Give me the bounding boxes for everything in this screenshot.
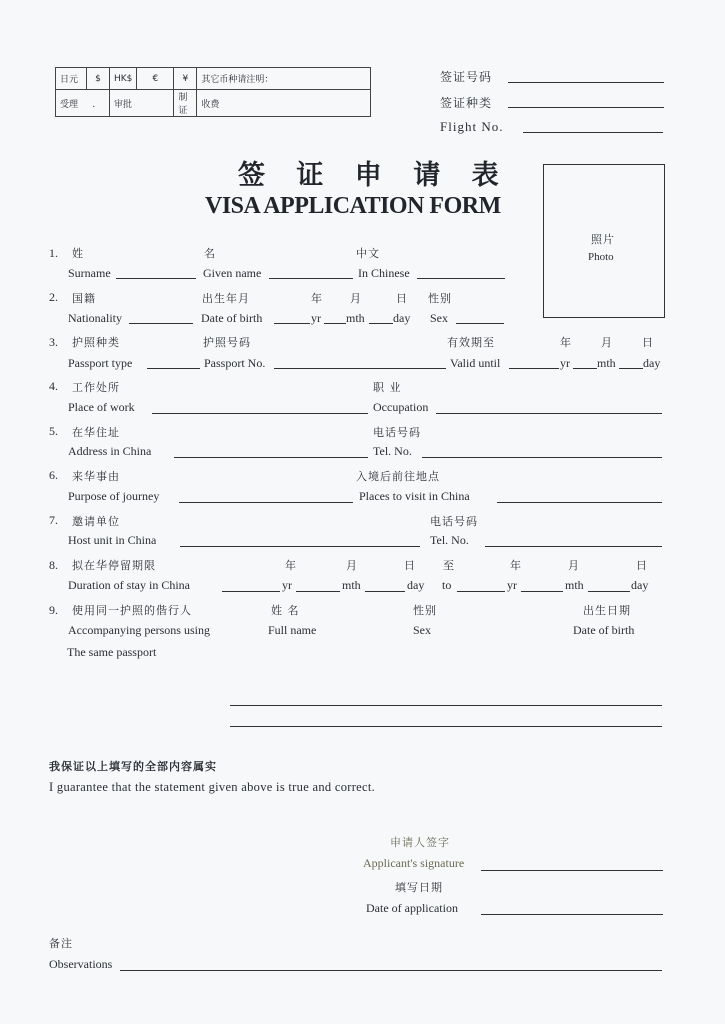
surname-label-cn: 姓 [72, 247, 84, 260]
year-label-cn: 年 [311, 292, 323, 305]
fee-cell: $ [87, 68, 110, 90]
fee-cell: 日元 [56, 68, 87, 90]
full-name-label-cn: 姓 名 [271, 604, 300, 617]
sex-field[interactable] [456, 323, 504, 324]
title-en: VISA APPLICATION FORM [205, 193, 501, 219]
yr-label: yr [507, 578, 517, 592]
observations-field[interactable] [120, 970, 662, 971]
host-label-cn: 邀请单位 [72, 515, 120, 528]
fee-table [55, 67, 371, 117]
day-label: day [631, 578, 649, 592]
dob-label-cn: 出生日期 [583, 604, 631, 617]
item-number: 5. [49, 424, 58, 438]
observations-label-cn: 备注 [49, 937, 73, 950]
stay-from-day-field[interactable] [365, 591, 405, 592]
given-name-label-cn: 名 [204, 247, 216, 260]
address-label: Address in China [68, 444, 152, 458]
month-label-cn: 月 [350, 292, 362, 305]
mth-label: mth [565, 578, 584, 592]
day-label-cn: 日 [404, 559, 416, 572]
fee-cell: 收费 [197, 90, 371, 117]
surname-label: Surname [68, 266, 111, 280]
year-label-cn: 年 [560, 336, 572, 349]
photo-label-cn: 照片 [591, 233, 615, 246]
nationality-field[interactable] [129, 323, 193, 324]
occupation-label: Occupation [373, 400, 429, 414]
purpose-label-cn: 来华事由 [72, 470, 120, 483]
valid-until-label: Valid until [450, 356, 501, 370]
workplace-label: Place of work [68, 400, 135, 414]
chinese-name-label: In Chinese [358, 266, 410, 280]
sex-label-cn: 性别 [413, 604, 437, 617]
sex-label: Sex [430, 311, 448, 325]
passport-no-field[interactable] [274, 368, 446, 369]
host-tel-field[interactable] [485, 546, 662, 547]
host-field[interactable] [180, 546, 420, 547]
accompanying-label-cn: 使用同一护照的偕行人 [72, 604, 192, 617]
signature-label-cn: 申请人签字 [390, 836, 450, 849]
tel-label: Tel. No. [373, 444, 412, 458]
tel-label-cn: 电话号码 [373, 426, 421, 439]
dob-day-field[interactable] [369, 323, 393, 324]
guarantee-en: I guarantee that the statement given above is true and correct. [49, 780, 376, 794]
sex-label: Sex [413, 623, 431, 637]
signature-label: Applicant's signature [363, 856, 465, 870]
fee-cell: 制证 [174, 90, 197, 117]
stay-from-year-field[interactable] [222, 591, 280, 592]
places-field[interactable] [497, 502, 662, 503]
dob-label: Date of birth [201, 311, 263, 325]
item-number: 8. [49, 558, 58, 572]
dob-year-field[interactable] [274, 323, 310, 324]
accompanying-person-field[interactable] [230, 726, 662, 727]
title-cn: 签 证 申 请 表 [238, 160, 510, 191]
purpose-label: Purpose of journey [68, 489, 160, 503]
visa-type-field[interactable] [508, 107, 664, 108]
observations-label: Observations [49, 957, 113, 971]
mth-label: mth [597, 356, 616, 370]
passport-type-label-cn: 护照种类 [72, 336, 120, 349]
visa-no-label: 签证号码 [440, 70, 493, 84]
occupation-field[interactable] [436, 413, 662, 414]
nationality-label-cn: 国籍 [72, 292, 96, 305]
tel-field[interactable] [422, 457, 662, 458]
photo-box[interactable] [543, 164, 665, 318]
fee-cell: 受理 . [56, 90, 110, 117]
date-label-cn: 填写日期 [395, 881, 443, 894]
stay-to-day-field[interactable] [588, 591, 630, 592]
mth-label: mth [346, 311, 365, 325]
occupation-label-cn: 职 业 [373, 381, 402, 394]
item-number: 1. [49, 246, 58, 260]
fee-cell: 审批 [110, 90, 174, 117]
surname-field[interactable] [116, 278, 196, 279]
passport-type-label: Passport type [68, 356, 133, 370]
flight-no-field[interactable] [523, 132, 663, 133]
host-tel-label-cn: 电话号码 [430, 515, 478, 528]
date-field[interactable] [481, 914, 663, 915]
workplace-label-cn: 工作处所 [72, 381, 120, 394]
day-label: day [643, 356, 661, 370]
year-label-cn: 年 [510, 559, 522, 572]
given-name-label: Given name [203, 266, 262, 280]
item-number: 2. [49, 290, 58, 304]
host-label: Host unit in China [68, 533, 157, 547]
fee-cell: 其它币种请注明： [197, 68, 371, 90]
item-number: 3. [49, 335, 58, 349]
guarantee-cn: 我保证以上填写的全部内容属实 [49, 760, 217, 773]
flight-no-label: Flight No. [440, 119, 504, 134]
sex-label-cn: 性别 [428, 292, 452, 305]
dob-label: Date of birth [573, 623, 635, 637]
day-label-cn: 日 [636, 559, 648, 572]
day-label: day [407, 578, 425, 592]
valid-year-field[interactable] [509, 368, 559, 369]
host-tel-label: Tel. No. [430, 533, 469, 547]
chinese-name-field[interactable] [417, 278, 505, 279]
day-label-cn: 日 [396, 292, 408, 305]
item-number: 7. [49, 513, 58, 527]
year-label-cn: 年 [285, 559, 297, 572]
stay-from-month-field[interactable] [296, 591, 340, 592]
places-label: Places to visit in China [359, 489, 470, 503]
passport-no-label-cn: 护照号码 [203, 336, 251, 349]
accompanying-label: Accompanying persons using [68, 623, 210, 637]
fee-cell: ¥ [174, 68, 197, 90]
chinese-name-label-cn: 中文 [356, 247, 380, 260]
stay-label-cn: 拟在华停留期限 [72, 559, 156, 572]
dob-label-cn: 出生年月 [202, 292, 250, 305]
yr-label: yr [560, 356, 570, 370]
fee-cell: € [137, 68, 174, 90]
stay-to-year-field[interactable] [457, 591, 505, 592]
month-label-cn: 月 [568, 559, 580, 572]
item-number: 6. [49, 468, 58, 482]
signature-field[interactable] [481, 870, 663, 871]
yr-label: yr [282, 578, 292, 592]
stay-label: Duration of stay in China [68, 578, 190, 592]
fee-cell: HK$ [110, 68, 137, 90]
to-label-cn: 至 [443, 559, 455, 572]
full-name-label: Full name [268, 623, 317, 637]
visa-type-label: 签证种类 [440, 96, 493, 110]
passport-type-field[interactable] [147, 368, 200, 369]
valid-until-label-cn: 有效期至 [447, 336, 495, 349]
item-number: 4. [49, 379, 58, 393]
photo-label-en: Photo [588, 251, 614, 263]
places-label-cn: 入境后前往地点 [356, 470, 440, 483]
dob-month-field[interactable] [324, 323, 346, 324]
purpose-field[interactable] [179, 502, 353, 503]
address-field[interactable] [174, 457, 368, 458]
given-name-field[interactable] [269, 278, 353, 279]
day-label-cn: 日 [642, 336, 654, 349]
accompanying-person-field[interactable] [230, 705, 662, 706]
valid-day-field[interactable] [619, 368, 643, 369]
nationality-label: Nationality [68, 311, 122, 325]
visa-no-field[interactable] [508, 82, 664, 83]
workplace-field[interactable] [152, 413, 368, 414]
same-passport-label: The same passport [67, 645, 157, 659]
passport-no-label: Passport No. [204, 356, 266, 370]
stay-to-month-field[interactable] [521, 591, 563, 592]
date-label: Date of application [366, 901, 458, 915]
mth-label: mth [342, 578, 361, 592]
to-label: to [442, 578, 452, 592]
item-number: 9. [49, 603, 58, 617]
day-label: day [393, 311, 411, 325]
month-label-cn: 月 [601, 336, 613, 349]
valid-month-field[interactable] [573, 368, 597, 369]
address-label-cn: 在华住址 [72, 426, 120, 439]
yr-label: yr [311, 311, 321, 325]
month-label-cn: 月 [346, 559, 358, 572]
